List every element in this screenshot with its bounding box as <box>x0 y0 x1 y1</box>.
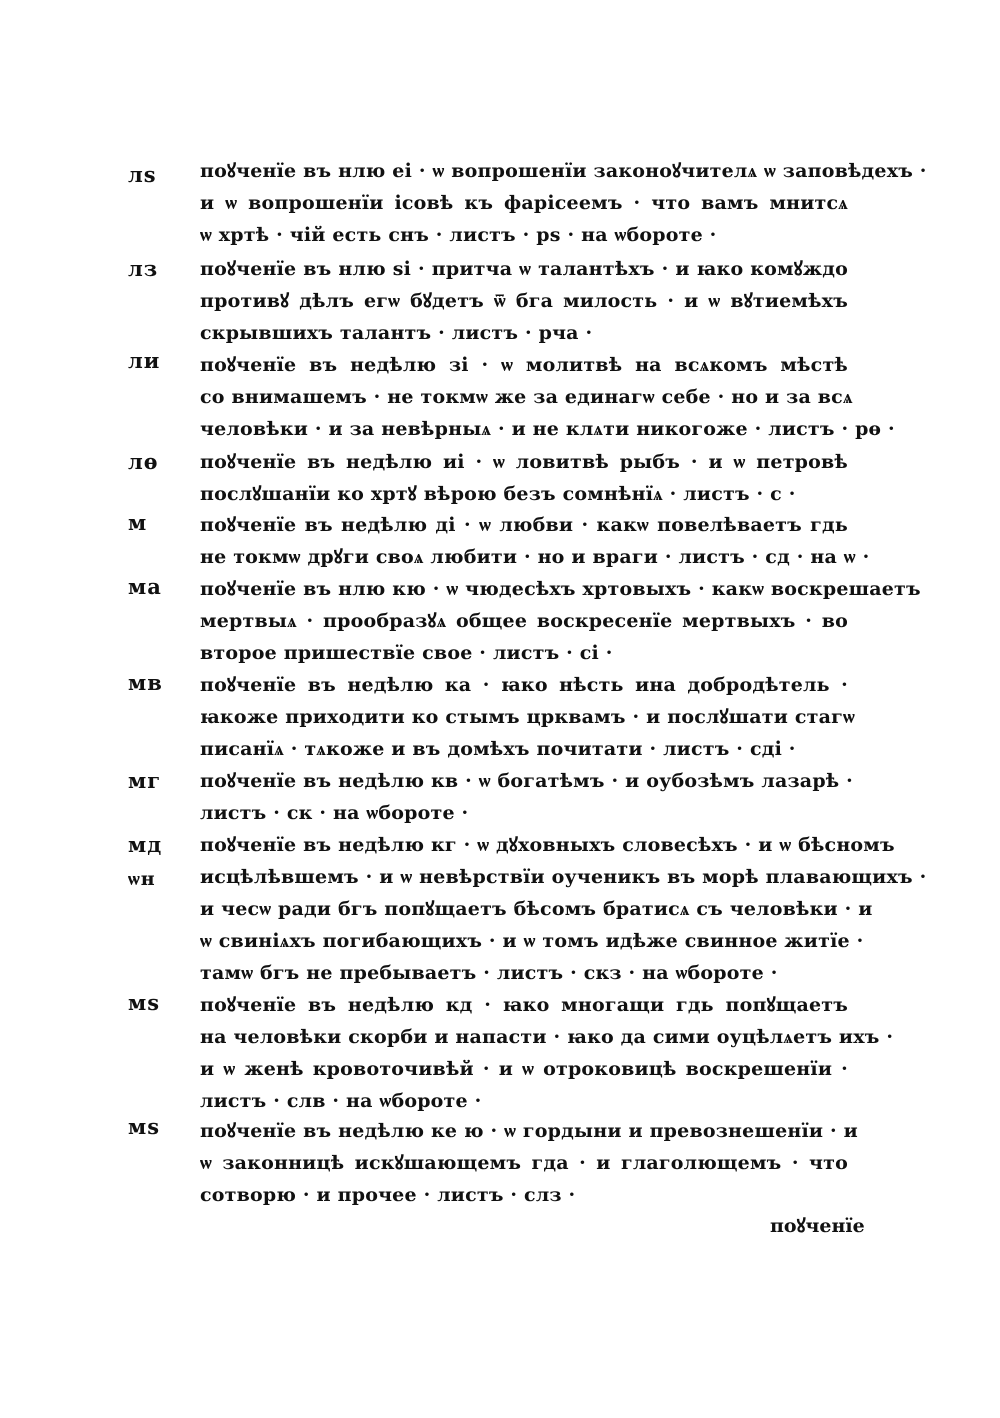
entry-number: мд <box>128 832 163 857</box>
entry-line: скрывшихъ талантъ · листъ · рча · <box>200 322 593 344</box>
entry-line: писанїѧ · тѧкоже и въ домѣхъ почитати · листъ · сді · <box>200 738 796 760</box>
entry-line: человѣки · и за невѣрныѧ · и не клѧти никогоже · листъ · рѳ · <box>200 418 895 440</box>
entry-line: и ѡ вопрошенїи ісовѣ къ фарісеемъ · что вамъ мнитсѧ <box>200 192 848 214</box>
entry-line: поꙋченїе въ нлю кю · ѡ чюдесѣхъ хртовыхъ · какѡ воскрешаетъ <box>200 578 921 600</box>
entry-line: поꙋченїе въ недѣлю иі · ѡ ловитвѣ рыбъ · и ѡ петровѣ <box>200 451 848 473</box>
entry-line: поꙋченїе въ недѣлю кг · ѡ дꙋховныхъ словесѣхъ · и ѡ бѣсномъ <box>200 834 895 856</box>
entry-line: поꙋченїе въ нлю ѕі · притча ѡ талантѣхъ · и ꙗко комꙋждо <box>200 258 848 280</box>
entry-line: листъ · слв · на ѡбороте · <box>200 1090 482 1112</box>
entry-line: ѡ свиніѧхъ погибающихъ · и ѡ томъ идѣже свинное житїе · <box>200 930 864 952</box>
entry-line: не токмѡ дрꙋги своѧ любити · но и враги · листъ · сд · на ѡ · <box>200 546 870 568</box>
entry-number: ма <box>128 574 162 599</box>
entry-line: поꙋченїе въ недѣлю ді · ѡ любви · какѡ повелѣваетъ гдь <box>200 514 848 536</box>
entry-number-secondary: ѡн <box>128 868 156 890</box>
entry-number: мѕ <box>128 990 161 1015</box>
entry-line: сотворю · и прочее · листъ · слз · <box>200 1184 576 1206</box>
entry-number: лѕ <box>128 162 157 187</box>
entry-line: листъ · ск · на ѡбороте · <box>200 802 469 824</box>
entry-line: поꙋченїе въ нлю еі · ѡ вопрошенїи законоꙋчителѧ ѡ заповѣдехъ · <box>200 160 927 182</box>
entry-line: со внимашемъ · не токмѡ же за единагѡ себе · но и за всѧ <box>200 386 853 408</box>
entry-number: ли <box>128 348 161 373</box>
entry-number: мг <box>128 768 162 793</box>
entry-line: поꙋченїе въ недѣлю зі · ѡ молитвѣ на всѧкомъ мѣстѣ <box>200 354 848 376</box>
entry-line: тамѡ бгъ не пребываетъ · листъ · скз · на ѡбороте · <box>200 962 778 984</box>
entry-number: лѳ <box>128 449 159 474</box>
entry-line: противꙋ дѣлъ егѡ бꙋдетъ ѿ бга милость · и ѡ вꙋтиемѣхъ <box>200 290 848 312</box>
entry-line: поꙋченїе въ недѣлю кд · ꙗко многащи гдь попꙋщаетъ <box>200 994 848 1016</box>
entry-line: ꙗкоже приходити ко стымъ црквамъ · и послꙋшати стагѡ <box>200 706 855 728</box>
entry-line: на человѣки скорби и напасти · ꙗко да сими оуцѣлѧетъ ихъ · <box>200 1026 894 1048</box>
entry-line: поꙋченїе въ недѣлю ке ю · ѡ гордыни и превознешенїи · и <box>200 1120 858 1142</box>
entry-line: поꙋченїе въ недѣлю ка · ꙗко нѣсть ина добродѣтель · <box>200 674 848 696</box>
entry-number: м <box>128 510 148 535</box>
entry-line: послꙋшанїи ко хртꙋ вѣрою безъ сомнѣнїѧ · листъ · с · <box>200 483 796 505</box>
catchword: поꙋченїе <box>770 1215 865 1237</box>
entry-line: поꙋченїе въ недѣлю кв · ѡ богатѣмъ · и оубозѣмъ лазарѣ · <box>200 770 853 792</box>
entry-line: и чесѡ ради бгъ попꙋщаетъ бѣсомъ братисѧ съ человѣки · и <box>200 898 873 920</box>
entry-number: мв <box>128 670 163 695</box>
entry-line: ѡ законницѣ искꙋшающемъ гда · и глаголющемъ · что <box>200 1152 848 1174</box>
entry-number: лз <box>128 256 159 281</box>
entry-line: второе пришествїе свое · листъ · сі · <box>200 642 613 664</box>
entry-line: и ѡ женѣ кровоточивѣй · и ѡ отроковицѣ воскрешенїи · <box>200 1058 848 1080</box>
entry-number: мѕ <box>128 1114 161 1139</box>
entry-line: мертвыѧ · прообразꙋѧ общее воскресенїе мертвыхъ · во <box>200 610 848 632</box>
entry-line: исцѣлѣвшемъ · и ѡ невѣрствїи оученикъ въ морѣ плавающихъ · <box>200 866 927 888</box>
entry-line: ѡ хртѣ · чій есть снъ · листъ · рѕ · на ѡбороте · <box>200 224 717 246</box>
